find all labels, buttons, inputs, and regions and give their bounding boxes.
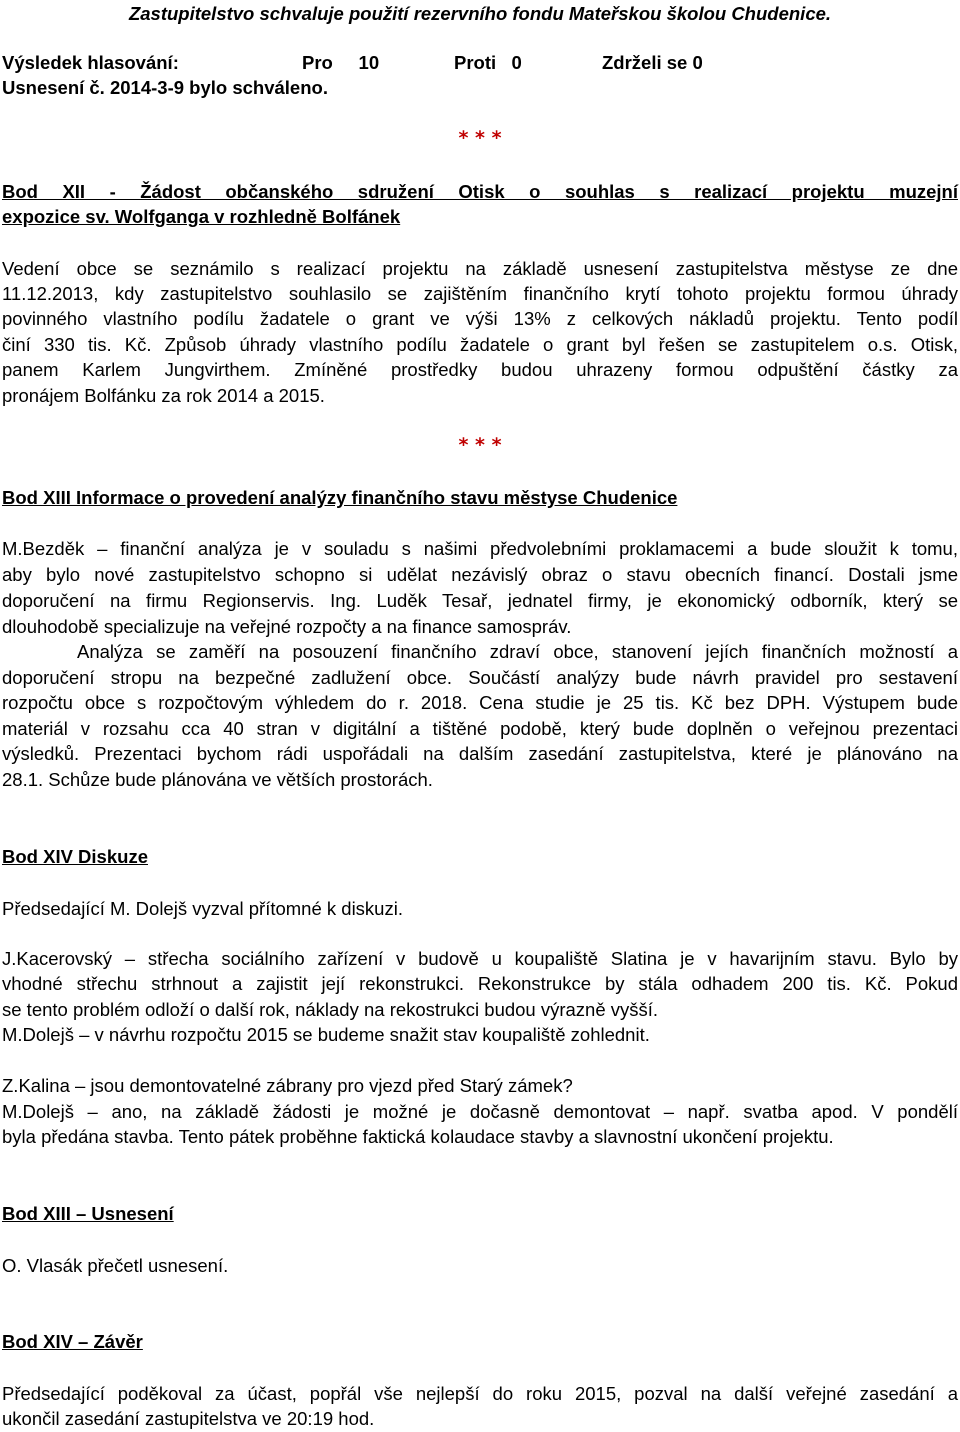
bod13b-text: O. Vlasák přečetl usnesení.: [2, 1255, 229, 1276]
bod12-text: panem Karlem Jungvirthem. Zmíněné prostředky budou uhrazeny formou odpuštění částky za: [2, 359, 958, 380]
discussion-text: vhodné střechu strhnout a zajistit její rekonstrukci. Rekonstrukce by stála odhadem 200 tis. Kč. Pokud: [2, 973, 958, 994]
bod12-text: pronájem Bolfánku za rok 2014 a 2015.: [2, 385, 325, 406]
bod14-heading: Bod XIV Diskuze: [2, 846, 148, 867]
vote-label: Výsledek hlasování:: [2, 52, 179, 73]
bod13-heading: Bod XIII Informace o provedení analýzy finančního stavu městyse Chudenice: [2, 487, 678, 508]
motion-title: Zastupitelstvo schvaluje použití rezervního fondu Mateřskou školou Chudenice.: [128, 3, 832, 24]
bod13b-heading: Bod XIII – Usnesení: [2, 1203, 174, 1224]
discussion-text: M.Dolejš – ano, na základě žádosti je možné je dočasně demontovat – např. svatba apod. V pondělí: [2, 1101, 958, 1122]
bod13-text: Analýza se zaměří na posouzení finančního zdraví obce, stanovení jejích finančních možností a: [77, 641, 958, 662]
bod12-heading-line2: expozice sv. Wolfganga v rozhledně Bolfánek: [2, 206, 401, 227]
bod12-text: povinného vlastního podílu žadatele o grant ve výši 13% z celkových nákladů projektu. Tento podíl: [2, 308, 958, 329]
vote-pro: Pro 10: [302, 52, 380, 73]
discussion-text: M.Dolejš – v návrhu rozpočtu 2015 se budeme snažit stav koupaliště zohlednit.: [2, 1024, 650, 1045]
separator-2: * * *: [458, 434, 502, 456]
bod14b-heading: Bod XIV – Závěr: [2, 1331, 143, 1352]
bod13-text: materiál v rozsahu cca 40 stran v digitální a tištěné podobě, který bude doplněn o veřejnou prezentaci: [2, 718, 958, 739]
bod13-text: doporučení na firmu Regionservis. Ing. Luděk Tesař, jednatel firmy, je ekonomický odborník, který se: [2, 590, 958, 611]
bod13-text: rozpočtu obce s rozpočtovým výhledem do r. 2018. Cena studie je 25 tis. Kč bez DPH. Výstupem bude: [2, 692, 958, 713]
bod12-text: Vedení obce se seznámilo s realizací projektu na základě usnesení zastupitelstva městyse ze dne: [2, 258, 958, 279]
vote-zdrzeli: Zdrželi se 0: [602, 52, 703, 73]
closing-text: Předsedající poděkoval za účast, popřál vše nejlepší do roku 2015, pozval na další veřejné zasedání a: [2, 1383, 958, 1404]
bod13-text: dlouhodobě specializuje na veřejné rozpočty a na finance samospráv.: [2, 616, 572, 637]
bod12-heading-line1: Bod XII - Žádost občanského sdružení Otisk o souhlas s realizací projektu muzejní: [2, 181, 958, 202]
bod13-text: aby bylo nové zastupitelstvo schopno si udělat nezávislý obraz o stavu obecních financí. Dostali jsme: [2, 564, 958, 585]
closing-text: ukončil zasedání zastupitelstva ve 20:19 hod.: [2, 1408, 375, 1429]
separator-1: * * *: [458, 127, 502, 149]
bod12-text: 11.12.2013, kdy zastupitelstvo souhlasilo se zajištěním finančního krytí tohoto projektu formou úhrady: [2, 283, 958, 304]
bod14-intro: Předsedající M. Dolejš vyzval přítomné k diskuzi.: [2, 898, 403, 919]
discussion-text: byla předána stavba. Tento pátek proběhne faktická kolaudace stavby a slavnostní ukončení projektu.: [2, 1126, 834, 1147]
bod13-text: výsledků. Prezentaci bychom rádi uspořádali na dalším zasedání zastupitelstva, které je plánováno na: [2, 743, 958, 764]
discussion-text: Z.Kalina – jsou demontovatelné zábrany pro vjezd před Starý zámek?: [2, 1075, 573, 1096]
bod13-text: M.Bezděk – finanční analýza je v souladu s našimi předvolebními proklamacemi a bude sloužit k tomu,: [2, 538, 958, 559]
resolution-result: Usnesení č. 2014-3-9 bylo schváleno.: [2, 77, 328, 98]
discussion-text: se tento problém odloží o další rok, náklady na rekostrukci budou výrazně vyšší.: [2, 999, 659, 1020]
bod13-text: 28.1. Schůze bude plánována ve větších prostorách.: [2, 769, 433, 790]
bod12-text: činí 330 tis. Kč. Způsob úhrady vlastního podílu žadatele o grant byl řešen se zastupitelem o.s. Otisk,: [2, 334, 958, 355]
discussion-text: J.Kacerovský – střecha sociálního zařízení v budově u koupaliště Slatina je v havarijním stavu. Bylo by: [2, 948, 958, 969]
bod13-text: doporučení stropu na bezpečné zadlužení obce. Součástí analýzy bude návrh pravidel pro sestavení: [2, 667, 958, 688]
vote-proti: Proti 0: [454, 52, 522, 73]
